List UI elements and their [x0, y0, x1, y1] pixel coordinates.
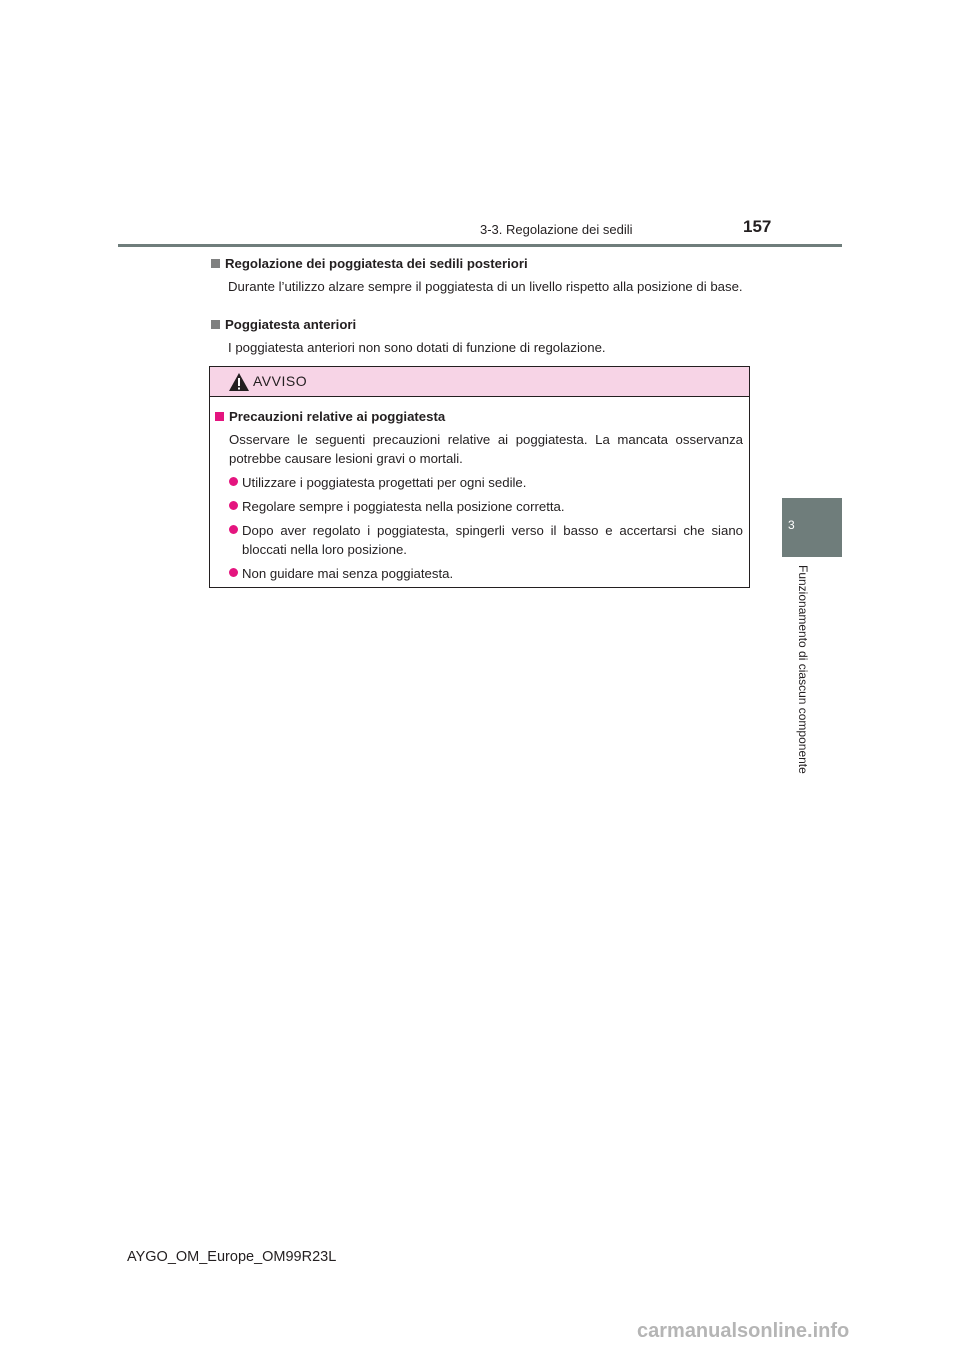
square-bullet-icon: [215, 412, 224, 421]
square-bullet-icon: [211, 320, 220, 329]
warning-box: [209, 366, 750, 588]
header-divider: [118, 244, 842, 247]
warning-bullet-text: Utilizzare i poggiatesta progettati per ogni sedile.: [242, 475, 527, 490]
circle-bullet-icon: [229, 568, 238, 577]
square-bullet-icon: [211, 259, 220, 268]
front-headrests-text: I poggiatesta anteriori non sono dotati di funzione di regolazione.: [228, 340, 606, 355]
warning-heading-text: Precauzioni relative ai poggiatesta: [229, 409, 446, 424]
circle-bullet-icon: [229, 501, 238, 510]
warning-bullet-text: Dopo aver regolato i poggiatesta, spingerli verso il basso e accertarsi che siano bloccati nella loro posizione.: [242, 523, 743, 557]
watermark: carmanualsonline.info: [637, 1320, 850, 1342]
front-headrests-heading-text: Poggiatesta anteriori: [225, 317, 357, 332]
rear-headrests-section: [210, 254, 745, 296]
circle-bullet-icon: [229, 477, 238, 486]
warning-body: [210, 407, 749, 583]
circle-bullet-icon: [229, 525, 238, 534]
chapter-tab-label: Funzionamento di ciascun componente: [796, 565, 810, 774]
chapter-tab-number: 3: [788, 518, 795, 532]
front-headrests-heading: [210, 315, 745, 334]
rear-headrests-heading-text: Regolazione dei poggiatesta dei sedili posteriori: [225, 256, 528, 271]
warning-bullet: [210, 473, 749, 492]
section-title: 3-3. Regolazione dei sedili: [480, 222, 633, 237]
rear-headrests-heading: [210, 254, 745, 273]
page-number: 157: [743, 217, 772, 236]
warning-bullet: [210, 564, 749, 583]
warning-bullet-text: Non guidare mai senza poggiatesta.: [242, 566, 454, 581]
warning-title: AVVISO: [253, 373, 308, 389]
footer-doc-code: AYGO_OM_Europe_OM99R23L: [127, 1249, 337, 1265]
warning-triangle-icon: [228, 372, 250, 392]
warning-bullet: [210, 497, 749, 516]
warning-bullet-text: Regolare sempre i poggiatesta nella posizione corretta.: [242, 499, 565, 514]
warning-heading: [210, 407, 749, 426]
rear-headrests-text: Durante l’utilizzo alzare sempre il poggiatesta di un livello rispetto alla posizione di base.: [228, 279, 743, 294]
front-headrests-section: [210, 315, 745, 357]
warning-header: [210, 367, 749, 397]
warning-text: Osservare le seguenti precauzioni relative ai poggiatesta. La mancata osservanza potrebbe causare lesioni gravi o mortali.: [229, 432, 743, 466]
warning-bullet: [210, 521, 749, 559]
